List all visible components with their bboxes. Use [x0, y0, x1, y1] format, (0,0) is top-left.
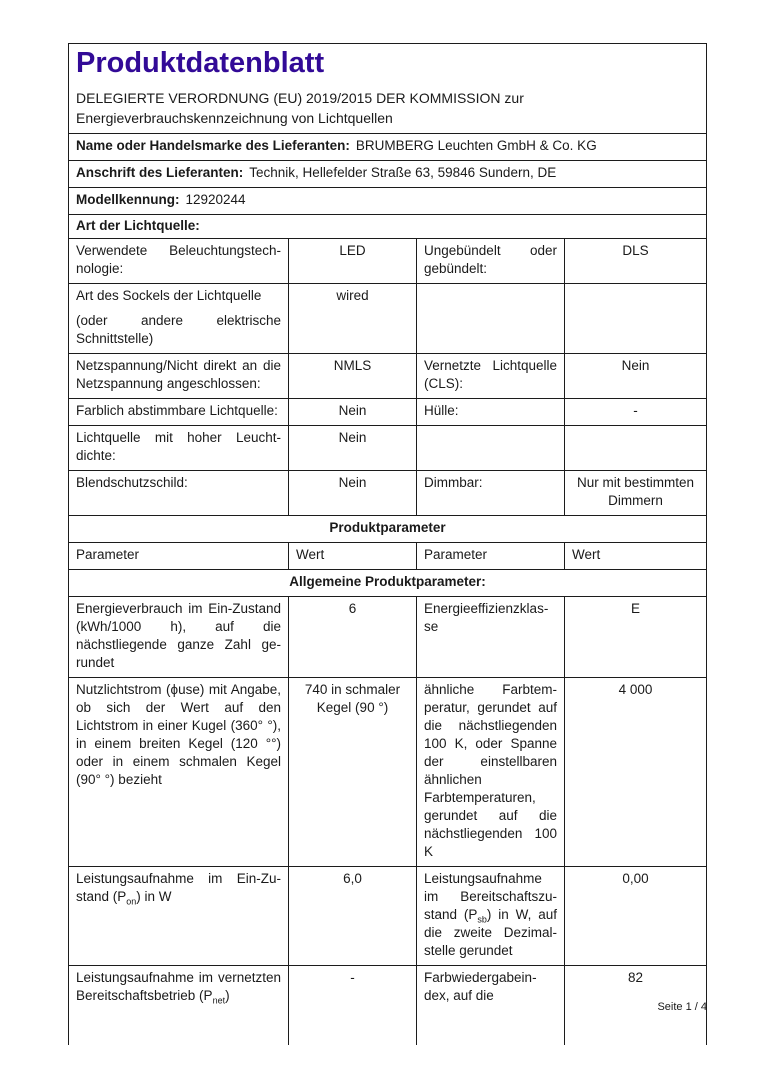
param-cell: Ungebündelt oder gebündelt:	[417, 239, 565, 284]
value-cell: Nein	[289, 399, 417, 426]
model-id-value: 12920244	[185, 192, 246, 207]
param-cell: Farbwiedergabeindex, auf die	[417, 966, 565, 1046]
value-cell: E	[565, 597, 707, 678]
param-subscript: sb	[477, 914, 487, 925]
param-cell	[69, 867, 289, 966]
table-row	[69, 426, 707, 471]
art-der-lichtquelle-cell	[69, 215, 707, 239]
param-paragraph-1: Art des Sockels der Lichtquelle	[76, 288, 262, 303]
section-heading-produktparameter: Produktparameter	[69, 516, 707, 543]
param-cell: Vernetzte Lichtquelle (CLS):	[417, 354, 565, 399]
table-row-supplier-name	[69, 134, 707, 161]
value-cell	[565, 284, 707, 354]
supplier-address-label: Anschrift des Lieferanten:	[76, 165, 244, 180]
table-row	[69, 354, 707, 399]
column-header-wert-1: Wert	[289, 543, 417, 570]
supplier-address-cell	[69, 161, 707, 188]
param-cell: Energieeffizienzklasse	[417, 597, 565, 678]
param-cell	[417, 426, 565, 471]
value-cell: 740 in schmaler Kegel (90 °)	[289, 678, 417, 867]
datasheet-table-region	[68, 43, 708, 1006]
value-cell: 4 000	[565, 678, 707, 867]
value-cell: Nein	[289, 426, 417, 471]
supplier-name-value: BRUMBERG Leuchten GmbH & Co. KG	[355, 138, 597, 153]
value-cell: -	[565, 399, 707, 426]
value-cell	[565, 426, 707, 471]
param-text: Leistungsaufnahme im Ein-Zustand (P	[76, 871, 281, 904]
param-text: ) in W	[136, 889, 172, 904]
section-heading-allgemeine-produktparameter: Allgemeine Produktparameter:	[69, 570, 707, 597]
regulation-line-2: Energieverbrauchskennzeichnung von Lichtquellen	[76, 110, 393, 126]
param-cell: Lichtquelle mit hoher Leuchtdichte:	[69, 426, 289, 471]
param-text: )	[225, 988, 230, 1003]
table-row-section	[69, 570, 707, 597]
page-number: Seite 1 / 4	[657, 1001, 707, 1013]
param-cell	[417, 867, 565, 966]
param-cell: Hülle:	[417, 399, 565, 426]
param-text: Leistungsaufnahme im Bereitschaftszustand (P	[424, 871, 557, 922]
table-row-supplier-address	[69, 161, 707, 188]
value-cell: -	[289, 966, 417, 1046]
table-row-section	[69, 516, 707, 543]
param-text: Leistungsaufnahme im vernetzten Bereitschaftsbetrieb (P	[76, 970, 281, 1003]
param-cell: Netzspannung/Nicht direkt an die Netzspannung angeschlossen:	[69, 354, 289, 399]
value-cell: 82	[565, 966, 707, 1046]
model-id-label: Modellkennung:	[76, 192, 180, 207]
value-cell: Nein	[565, 354, 707, 399]
value-cell: NMLS	[289, 354, 417, 399]
param-cell	[417, 284, 565, 354]
supplier-address-value: Technik, Hellefelder Straße 63, 59846 Sundern, DE	[249, 165, 557, 180]
param-cell: Blendschutzschild:	[69, 471, 289, 516]
value-cell: LED	[289, 239, 417, 284]
table-row	[69, 597, 707, 678]
table-row-page-cut	[69, 966, 707, 1046]
art-der-lichtquelle-label: Art der Lichtquelle:	[76, 218, 200, 233]
table-row	[69, 399, 707, 426]
table-row	[69, 284, 707, 354]
table-row	[69, 239, 707, 284]
param-subscript: on	[126, 896, 137, 907]
table-row	[69, 867, 707, 966]
column-header-wert-2: Wert	[565, 543, 707, 570]
param-cell: Dimmbar:	[417, 471, 565, 516]
param-subscript: net	[212, 995, 226, 1006]
supplier-name-label: Name oder Handelsmarke des Lieferanten:	[76, 138, 350, 153]
table-row	[69, 471, 707, 516]
param-cell: Energieverbrauch im Ein-Zustand (kWh/1000 h), auf die nächstliegende ganze Zahl gerundet	[69, 597, 289, 678]
table-row-model-id	[69, 188, 707, 215]
param-cell: Verwendete Beleuchtungstechnologie:	[69, 239, 289, 284]
table-row	[69, 678, 707, 867]
regulation-line-1: DELEGIERTE VERORDNUNG (EU) 2019/2015 DER KOMMISSION zur	[76, 90, 524, 106]
param-cell	[69, 966, 289, 1046]
product-datasheet-table	[68, 43, 707, 1045]
param-cell: Nutzlichtstrom (ϕuse) mit Angabe, ob sich der Wert auf den Lichtstrom in einer Kugel (360° °), in einem breiten Kegel (120 °°) oder in einem schmalen Kegel (90° °) bezieht	[69, 678, 289, 867]
value-cell: wired	[289, 284, 417, 354]
value-cell: 6,0	[289, 867, 417, 966]
column-header-parameter-2: Parameter	[417, 543, 565, 570]
value-cell: Nur mit bestimmten Dimmern	[565, 471, 707, 516]
value-cell: 6	[289, 597, 417, 678]
value-cell: Nein	[289, 471, 417, 516]
table-row-column-header	[69, 543, 707, 570]
table-row-art-der-lichtquelle	[69, 215, 707, 239]
table-row-header	[69, 44, 707, 134]
page-title: Produktdatenblatt	[76, 47, 325, 79]
param-cell	[69, 284, 289, 354]
value-cell: 0,00	[565, 867, 707, 966]
model-id-cell	[69, 188, 707, 215]
param-text: ) in W, auf die zweite Dezimalstelle gerundet	[424, 907, 557, 958]
column-header-parameter-1: Parameter	[69, 543, 289, 570]
param-cell: ähnliche Farbtemperatur, gerundet auf die nächstliegenden 100 K, oder Spanne der einstellbaren ähnlichen Farbtemperaturen, gerundet auf die nächstliegenden 100 K	[417, 678, 565, 867]
param-paragraph-2: (oder andere elektrische Schnittstelle)	[76, 313, 281, 346]
value-cell: DLS	[565, 239, 707, 284]
supplier-name-cell	[69, 134, 707, 161]
param-cell: Farblich abstimmbare Lichtquelle:	[69, 399, 289, 426]
title-cell	[69, 44, 707, 134]
